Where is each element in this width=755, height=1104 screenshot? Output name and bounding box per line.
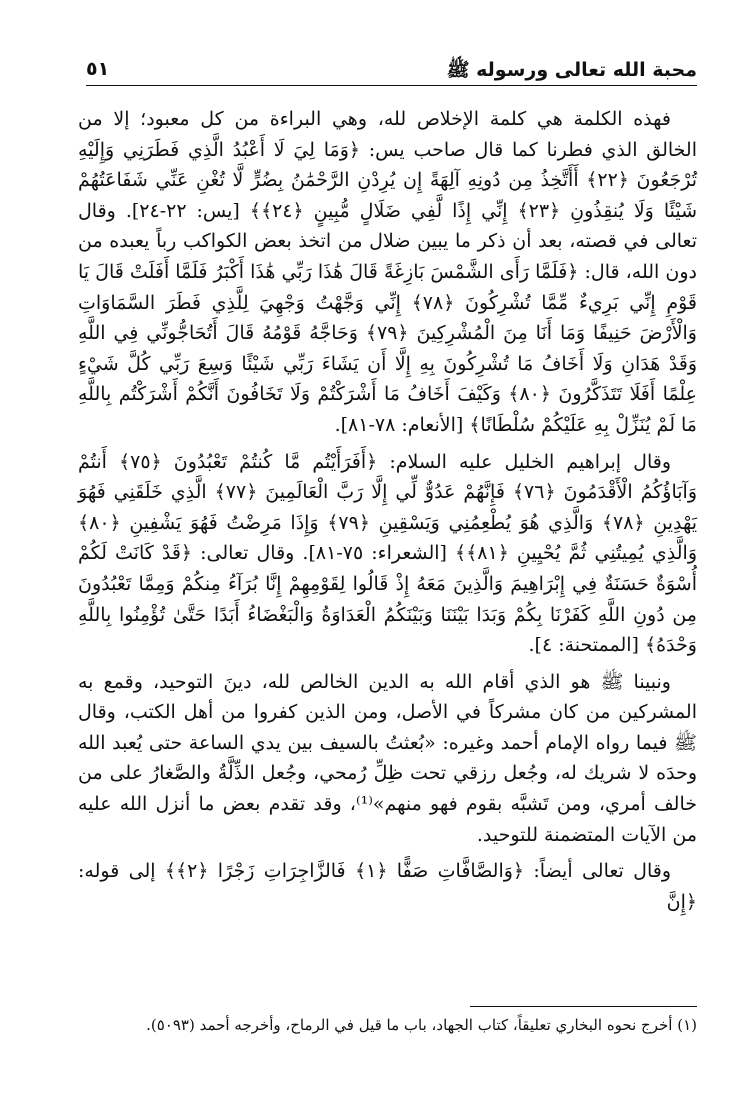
page-number: ٥١: [86, 58, 110, 80]
footnote-rule: [470, 1006, 697, 1007]
running-title: محبة الله تعالى ورسوله ﷺ: [446, 59, 697, 81]
paragraph: وقال تعالى أيضاً: ﴿وَالصَّافَّاتِ صَفًّا ﴿١﴾ فَالزَّاجِرَاتِ زَجْرًا ﴿٢﴾﴾ إلى قوله: ﴿إِنَّ: [78, 860, 697, 913]
paragraph: فهذه الكلمة هي كلمة الإخلاص لله، وهي البراءة من كل معبود؛ إلا من الخالق الذي فطرنا كما قال صاحب يس: ﴿وَمَا لِيَ لَا أَعْبُدُ الَّذِي فَطَرَنِي وَإِلَيْهِ تُرْجَعُونَ ﴿٢٢﴾ أَأَتَّخِذُ مِن دُونِهِ آلِهَةً إِن يُرِدْنِ الرَّحْمَٰنُ بِضُرٍّ لَّا تُغْنِ عَنِّي شَفَاعَتُهُمْ شَيْئًا وَلَا يُنقِذُونِ ﴿٢٣﴾ إِنِّي إِذًا لَّفِي ضَلَالٍ مُّبِينٍ ﴿٢٤﴾﴾ [يس: ٢٢-٢٤]. وقال تعالى في قصته، بعد أن ذكر ما يبين ضلال من اتخذ بعض الكواكب رباً يعبده من دون الله، قال: ﴿فَلَمَّا رَأَى الشَّمْسَ بَازِغَةً قَالَ هَٰذَا رَبِّي هَٰذَا أَكْبَرُ فَلَمَّا أَفَلَتْ قَالَ يَا قَوْمِ إِنِّي بَرِيءٌ مِّمَّا تُشْرِكُونَ ﴿٧٨﴾ إِنِّي وَجَّهْتُ وَجْهِيَ لِلَّذِي فَطَرَ السَّمَاوَاتِ وَالْأَرْضَ حَنِيفًا وَمَا أَنَا مِنَ الْمُشْرِكِينَ ﴿٧٩﴾ وَحَاجَّهُ قَوْمُهُ قَالَ أَتُحَاجُّونِّي فِي اللَّهِ وَقَدْ هَدَانِ وَلَا أَخَافُ مَا تُشْرِكُونَ بِهِ إِلَّا أَن يَشَاءَ رَبِّي شَيْئًا وَسِعَ رَبِّي كُلَّ شَيْءٍ عِلْمًا أَفَلَا تَتَذَكَّرُونَ ﴿٨٠﴾ وَكَيْفَ أَخَافُ مَا أَشْرَكْتُمْ وَلَا تَخَافُونَ أَنَّكُمْ أَشْرَكْتُم بِاللَّهِ مَا لَمْ يُنَزِّلْ بِهِ عَلَيْكُمْ سُلْطَانًا﴾ [الأنعام: ٧٨-٨١].: [78, 108, 698, 436]
page-header: [86, 52, 697, 86]
paragraph: وقال إبراهيم الخليل عليه السلام: ﴿أَفَرَأَيْتُم مَّا كُنتُمْ تَعْبُدُونَ ﴿٧٥﴾ أَنتُمْ وَآبَاؤُكُمُ الْأَقْدَمُونَ ﴿٧٦﴾ فَإِنَّهُمْ عَدُوٌّ لِّي إِلَّا رَبَّ الْعَالَمِينَ ﴿٧٧﴾ الَّذِي خَلَقَنِي فَهُوَ يَهْدِينِ ﴿٧٨﴾ وَالَّذِي هُوَ يُطْعِمُنِي وَيَسْقِينِ ﴿٧٩﴾ وَإِذَا مَرِضْتُ فَهُوَ يَشْفِينِ ﴿٨٠﴾ وَالَّذِي يُمِيتُنِي ثُمَّ يُحْيِينِ ﴿٨١﴾﴾ [الشعراء: ٧٥-٨١]. وقال تعالى: ﴿قَدْ كَانَتْ لَكُمْ أُسْوَةٌ حَسَنَةٌ فِي إِبْرَاهِيمَ وَالَّذِينَ مَعَهُ إِذْ قَالُوا لِقَوْمِهِمْ إِنَّا بُرَآءُ مِنكُمْ وَمِمَّا تَعْبُدُونَ مِن دُونِ اللَّهِ كَفَرْنَا بِكُمْ وَبَدَا بَيْنَنَا وَبَيْنَكُمُ الْعَدَاوَةُ وَالْبَغْضَاءُ أَبَدًا حَتَّىٰ تُؤْمِنُوا بِاللَّهِ وَحْدَهُ﴾ [الممتحنة: ٤].: [78, 450, 697, 657]
page-body: [78, 104, 697, 917]
paragraph: ونبينا ﷺ هو الذي أقام الله به الدين الخالص لله، دينَ التوحيد، وقمع به المشركين من كان مشركاً في الأصل، ومن الذين كفروا من أهل الكتب، وقال ﷺ فيما رواه الإمام أحمد وغيره: «بُعثتُ بالسيف بين يدي الساعة حتى يُعبد الله وحدَه لا شريك له، وجُعل رزقي تحت ظِلِّ رُمحي، وجُعل الذِّلَّةُ والصَّغارُ على من خالف أمري، ومن تَشبَّه بقوم فهو منهم»⁽¹⁾، وقد تقدم بعض ما أنزل الله عليه من الآيات المتضمنة للتوحيد.: [78, 670, 697, 846]
footnote: (١) أخرج نحوه البخاري تعليقاً، كتاب الجهاد، باب ما قيل في الرماح، وأخرجه أحمد (٥٠٩٣).: [146, 1016, 697, 1034]
header-rule: [86, 85, 697, 86]
